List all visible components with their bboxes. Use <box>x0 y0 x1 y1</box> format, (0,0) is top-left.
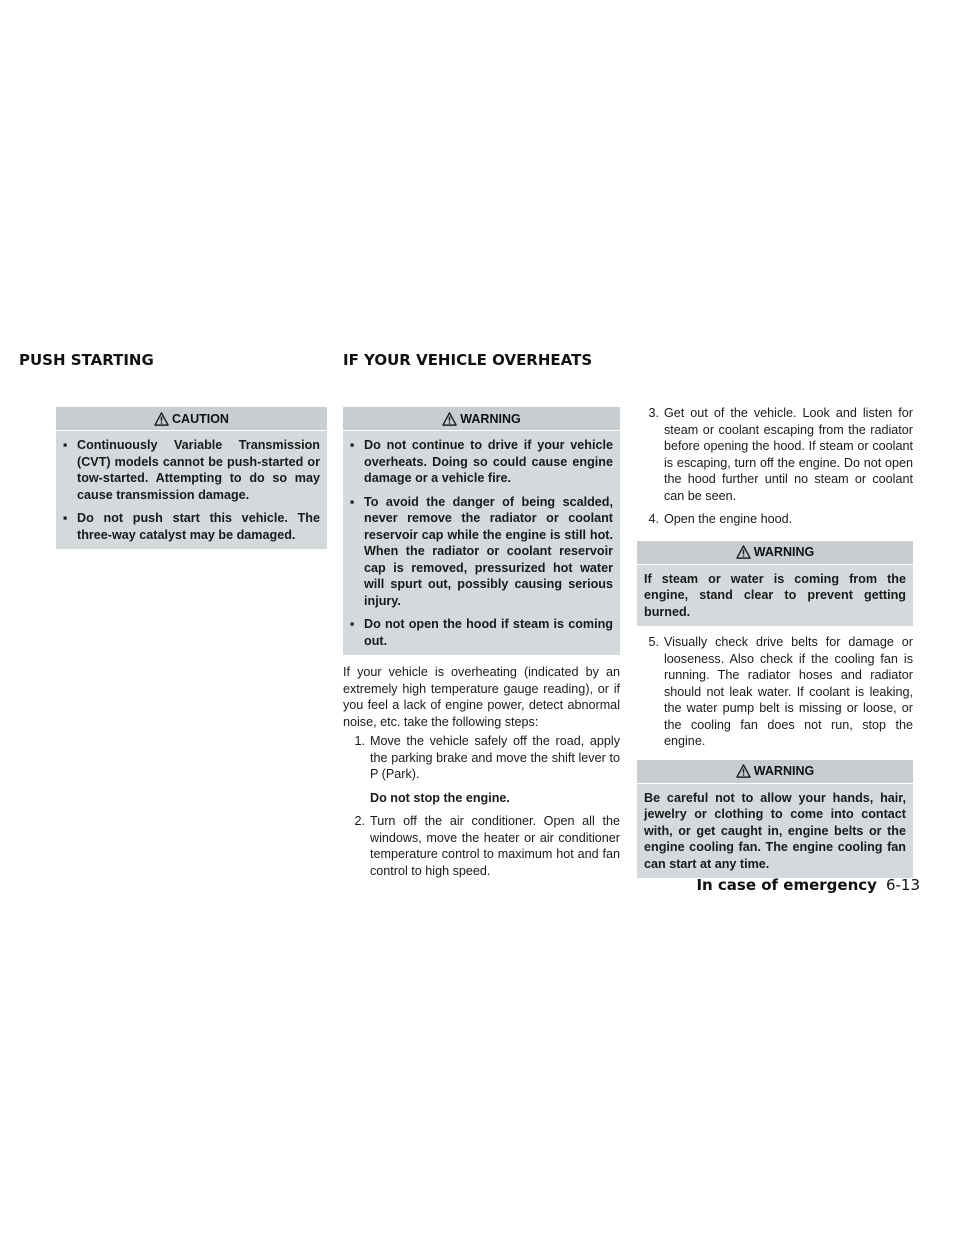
step-3 <box>637 405 913 504</box>
step-2 <box>343 813 620 879</box>
footer-section-title: In case of emergency <box>696 876 877 894</box>
heading-push-starting: PUSH STARTING <box>19 351 154 369</box>
caution-column <box>56 407 327 549</box>
warning-item <box>350 494 613 610</box>
step-text: Turn off the air conditioner. Open all the windows, move the heater or air conditioner temperature control to maximum hot and fan control to high speed. <box>370 814 620 878</box>
overheat-column-2 <box>637 405 913 878</box>
step-text: Get out of the vehicle. Look and listen for steam or coolant escaping from the radiator before opening the hood. If steam or coolant is escaping, turn off the engine. Do not open the hood further until no steam or coolant can be seen. <box>664 406 913 503</box>
step-text: Visually check drive belts for damage or looseness. Also check if the cooling fan is running. The radiator hoses and radiator should not leak water. If coolant is leaking, the water pump belt is missing or loose, or the cooling fan does not run, stop the engine. <box>664 635 913 748</box>
step-text: Open the engine hood. <box>664 512 793 526</box>
heading-if-vehicle-overheats: IF YOUR VEHICLE OVERHEATS <box>343 351 593 369</box>
warning-header <box>343 407 620 431</box>
warning-box-2 <box>637 541 913 627</box>
warning-label: WARNING <box>753 545 815 559</box>
warning-box-1 <box>343 407 620 655</box>
step-number: 3. <box>648 406 659 420</box>
warning-item-text: Do not continue to drive if your vehicle overheats. Doing so could cause engine damage or a vehicle fire. <box>364 438 613 485</box>
warning-item-text: To avoid the danger of being scalded, never remove the radiator or coolant reservoir cap while the engine is still hot. When the radiator or coolant reservoir cap is removed, pressurized hot water will spurt out, possibly causing serious injury. <box>364 494 613 608</box>
step-4 <box>637 511 913 528</box>
warning-box-3 <box>637 760 913 879</box>
warning-item <box>350 437 613 487</box>
step-number: 1. <box>354 734 365 748</box>
step-1 <box>343 733 620 783</box>
step-number: 5. <box>648 635 659 649</box>
warning-triangle-icon <box>736 545 751 559</box>
warning-body <box>343 431 620 655</box>
step-number: 4. <box>648 512 659 526</box>
bullet-icon: ▪ <box>63 511 68 525</box>
caution-label: CAUTION <box>172 411 229 426</box>
caution-item <box>63 437 320 503</box>
caution-item-text: Do not push start this vehicle. The three-way catalyst may be damaged. <box>77 511 320 542</box>
bullet-icon: ▪ <box>350 494 355 509</box>
step-text: Move the vehicle safely off the road, apply the parking brake and move the shift lever to P (Park). <box>370 734 620 781</box>
warning-label: WARNING <box>460 411 521 426</box>
intro-paragraph: If your vehicle is overheating (indicated by an extremely high temperature gauge reading), or if you feel a lack of engine power, detect abnormal noise, etc. take the following steps: <box>343 665 620 729</box>
caution-item-text: Continuously Variable Transmission (CVT) models cannot be push-started or tow-started. Attempting to do so may cause transmission damage. <box>77 438 320 502</box>
warning-body: If steam or water is coming from the engine, stand clear to prevent getting burned. <box>644 571 906 619</box>
warning-item-text: Do not open the hood if steam is coming out. <box>364 617 613 648</box>
warning-triangle-icon <box>736 764 751 778</box>
caution-item <box>63 510 320 543</box>
warning-body: Be careful not to allow your hands, hair, jewelry or clothing to come into contact with, or get caught in, engine belts or the engine cooling fan. The engine cooling fan can start at any time. <box>644 790 906 871</box>
warning-label: WARNING <box>753 764 815 778</box>
warning-triangle-icon <box>154 412 169 426</box>
bullet-icon: ▪ <box>350 617 355 631</box>
page-footer <box>696 876 920 894</box>
step-5 <box>637 634 913 750</box>
bullet-icon: ▪ <box>350 438 355 452</box>
step-1-note: Do not stop the engine. <box>370 790 510 805</box>
warning-header <box>637 541 913 565</box>
warning-header <box>637 760 913 784</box>
caution-header <box>56 407 327 431</box>
warning-item <box>350 616 613 649</box>
overheat-column-1 <box>343 407 620 879</box>
caution-body <box>56 431 327 549</box>
caution-box <box>56 407 327 549</box>
bullet-icon: ▪ <box>63 438 68 452</box>
warning-triangle-icon <box>442 412 457 426</box>
page-number: 6-13 <box>885 876 920 894</box>
step-number: 2. <box>354 814 365 828</box>
